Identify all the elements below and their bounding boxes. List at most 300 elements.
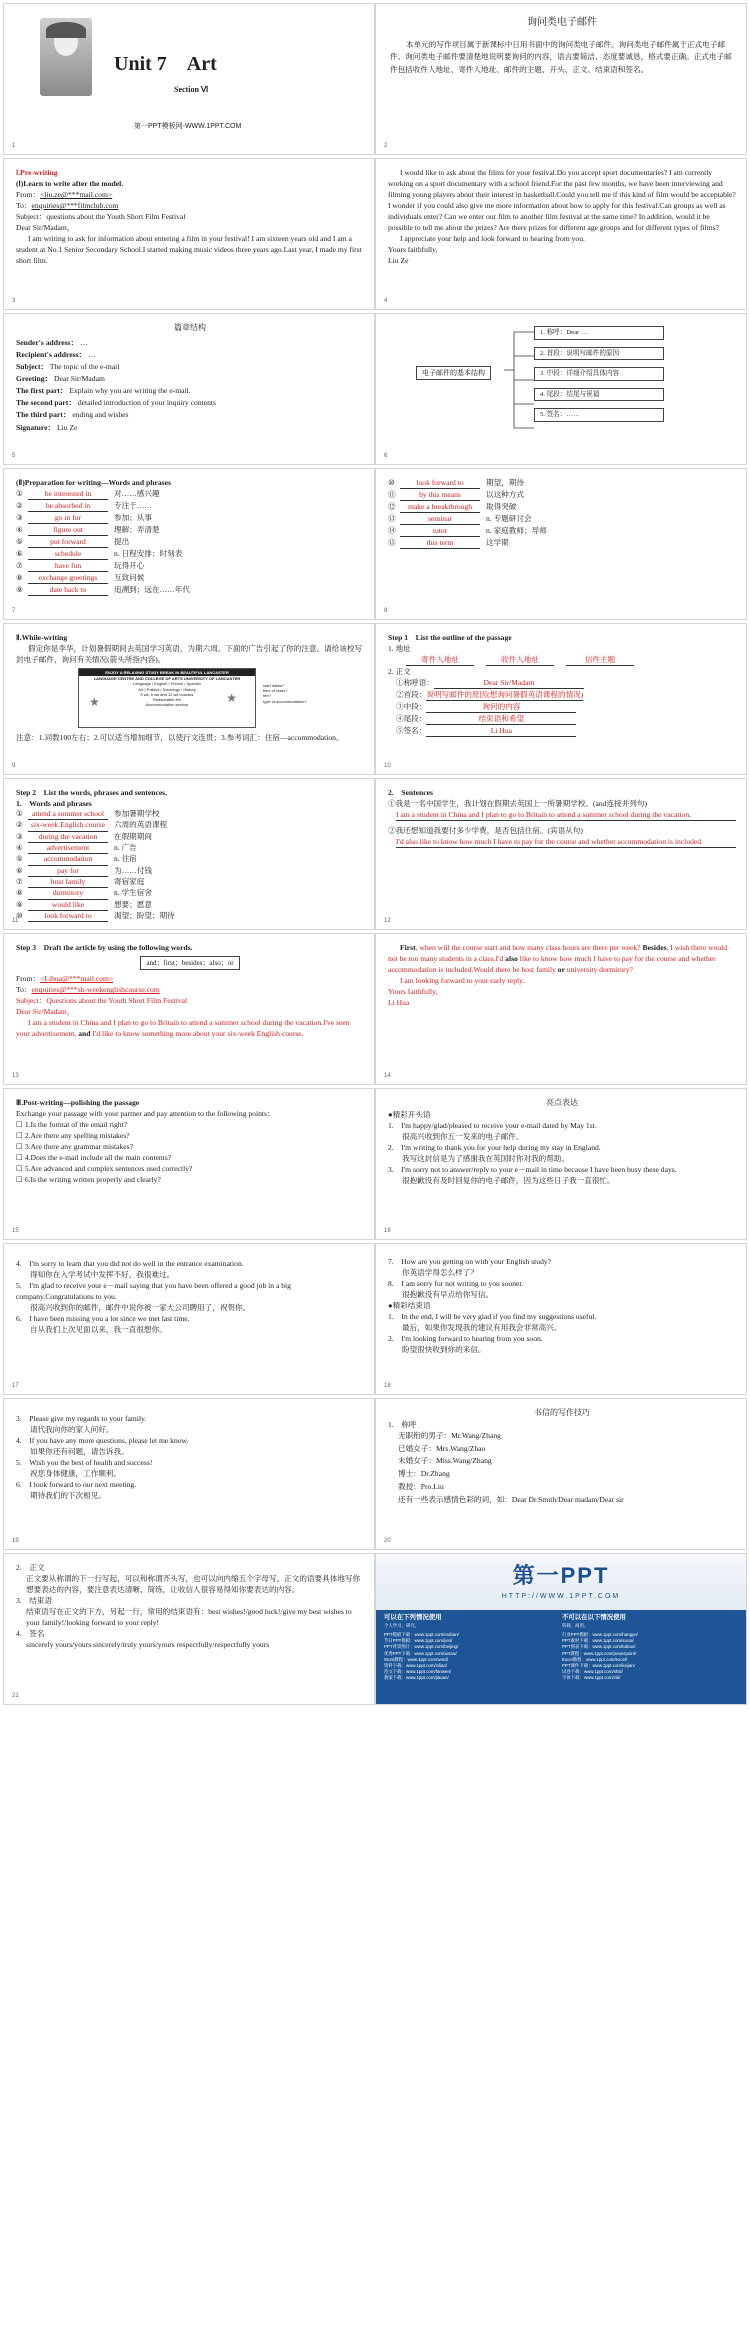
checkbox-icon: ☐ <box>16 1131 23 1140</box>
sub-heading: ●精彩结束语 <box>388 1301 431 1310</box>
page-number: 18 <box>384 1383 391 1390</box>
page-number: 19 <box>12 1538 19 1545</box>
slide-heading: 询问类电子邮件 <box>527 17 597 28</box>
phrase-answer: would like <box>28 900 108 911</box>
signature: Liu Ze <box>388 256 409 265</box>
structure-value: ending and wishes <box>70 410 129 420</box>
brand-logo: 第一PPT <box>512 1563 610 1588</box>
page-number: 21 <box>12 1693 19 1700</box>
phrase-answer: during the vacation <box>28 832 108 843</box>
section-heading: (Ⅱ)Preparation for writing—Words and phrases <box>16 478 171 487</box>
checklist-item <box>16 1163 364 1174</box>
slide-22 <box>375 1553 747 1705</box>
phrase-row <box>16 888 364 899</box>
link-list <box>384 1632 556 1681</box>
page-number: 6 <box>384 453 388 460</box>
slide-9 <box>3 623 375 775</box>
phrase-answer: by this means <box>400 489 480 501</box>
checklist-text: 2.Are there any spelling mistakes? <box>24 1131 130 1140</box>
row-index: ⑬ <box>388 514 396 523</box>
sentence-2-cn: ②我还想知道我要付多少学费，是否包括住宿。(宾语从句) <box>388 826 583 835</box>
star-icon: ★ <box>226 691 237 705</box>
expression-cn: 你英语学得怎么样了？ <box>402 1268 478 1277</box>
page-number: 5 <box>12 453 16 460</box>
checklist-text: 4.Does the e-mail include all the main contents? <box>24 1153 172 1162</box>
slide-5 <box>3 313 375 465</box>
expression-cn: 期待我们的下次相见。 <box>30 1491 106 1500</box>
allowed-text: 个人学习、研究。 <box>384 1622 420 1628</box>
link-text: Excel教程：www.1ppt.com/excel/ <box>562 1656 628 1662</box>
to-line: To：enquiries@***filmclub.com <box>16 201 119 210</box>
row-index: ⑧ <box>16 573 23 582</box>
phrase-row <box>16 866 364 877</box>
link-text: PPT教程：www.1ppt.com/powerpoint/ <box>562 1650 637 1656</box>
row-index: ③ <box>16 831 23 841</box>
expression-en: 4. If you have any more questions, please let me know. <box>16 1436 189 1445</box>
phrase-answer: date back to <box>28 584 108 596</box>
salutation-line: 教授：Pro.Liu <box>398 1482 444 1492</box>
phrase-meaning: 理解；弄清楚 <box>114 525 160 534</box>
intro-text: Exchange your passage with your partner and pay attention to the following points： <box>16 1109 275 1118</box>
row-index: ⑤ <box>16 537 23 546</box>
phrase-row <box>16 843 364 854</box>
phrase-meaning: n. 住宿 <box>114 854 137 864</box>
row-index: ⑫ <box>388 502 396 511</box>
outline-answer: 询问的内容 <box>426 701 576 713</box>
mindmap-branch: 1. 称呼：Dear … <box>534 326 664 340</box>
structure-label: Sender's address： <box>16 337 79 347</box>
outline-body-label: 2. 正文 <box>388 667 411 676</box>
body-text: 结束语写在正文的下方，另起一行，常用的结束语有：best wishes!/good luck!/give my best wishes to your family!/looking forward to your reply! <box>26 1607 352 1627</box>
phrase-answer: attend a summer school <box>28 809 108 820</box>
outline-item <box>396 689 736 701</box>
forbidden-text: 转载、商用。 <box>562 1622 589 1628</box>
row-index: ⑧ <box>16 888 23 898</box>
phrase-row <box>388 537 736 549</box>
closing-sentence: I appreciate your help and look forward to hearing from you. <box>400 234 585 243</box>
phrase-row <box>388 501 736 513</box>
structure-label: The first part： <box>16 386 68 396</box>
phrase-row <box>388 489 736 501</box>
section-heading: Step 1 List the outline of the passage <box>388 633 512 642</box>
section-heading: Ⅱ.While-writing <box>16 633 68 642</box>
to-address: enquiries@***filmclub.com <box>31 201 119 210</box>
ad-fee: Reasonable fee <box>152 696 182 702</box>
sentence-1-cn: ①我是一名中国学生，我计划在假期去英国上一所暑期学校。(and连接并列句) <box>388 799 648 808</box>
checkbox-icon: ☐ <box>16 1175 23 1184</box>
sub-heading: 2. 正文 <box>16 1563 45 1572</box>
phrase-answer: pay for <box>28 866 108 877</box>
expression-cn: 很抱歉没有早点给你写信。 <box>402 1290 494 1299</box>
page-number: 13 <box>12 1073 19 1080</box>
slide-1 <box>3 3 375 155</box>
structure-label: Signature： <box>16 422 56 432</box>
slide-20 <box>375 1398 747 1550</box>
phrase-answer: host family <box>28 877 108 888</box>
section-heading: Step 3 Draft the article by using the following words. <box>16 943 193 952</box>
phrase-row <box>16 832 364 843</box>
sub-heading: 1. 称呼 <box>388 1419 417 1429</box>
page-number: 7 <box>12 608 16 615</box>
outline-answer: 说明写邮件的原因(想询问暑假英语课程的情况) <box>426 690 584 699</box>
row-index: ⑩ <box>16 910 23 920</box>
slide-heading: 亮点表达 <box>546 1098 578 1107</box>
structure-value: … <box>78 337 88 347</box>
structure-row <box>16 373 364 385</box>
footer-text: 第一PPT模板网-WWW.1PPT.COM <box>134 123 242 130</box>
phrase-answer: be interested in <box>28 488 108 500</box>
structure-row <box>16 337 364 349</box>
greeting: Dear Sir/Madam， <box>16 1007 75 1017</box>
phrase-row <box>16 877 364 888</box>
row-index: ⑤ <box>16 854 23 864</box>
phrase-answer: put forward <box>28 536 108 548</box>
star-icon: ★ <box>89 695 100 709</box>
mindmap-branch: 5. 签名：…… <box>534 408 664 422</box>
page-number: 20 <box>384 1538 391 1545</box>
checklist-item <box>16 1130 364 1141</box>
structure-list <box>16 337 364 434</box>
expression-list <box>388 1256 736 1300</box>
phrase-meaning: 互致问候 <box>114 573 145 582</box>
checklist <box>16 1119 364 1185</box>
subject-line: Subject：Questions about the Youth Short Film Festival <box>16 996 188 1006</box>
ad-note: start dates? <box>263 683 284 688</box>
body-text: First, when will the course start and how many class hours are there per week? Besides, I wish there would not be too many students in a class.I'd also like to know how much I have to pay for the course and whether accommodation is included.Would there be host family or university dormitory? <box>388 943 728 974</box>
outline-answer: 结束语和希望 <box>426 713 576 725</box>
slide-17 <box>3 1243 375 1395</box>
phrase-row <box>16 900 364 911</box>
phrase-row <box>16 560 364 572</box>
from-address: <Lihua@***mail.com> <box>40 974 114 984</box>
link-text: PPT课件下载：www.1ppt.com/kejian/ <box>562 1662 635 1668</box>
checkbox-icon: ☐ <box>16 1120 23 1129</box>
ad-note: type of accommodation? <box>263 698 307 704</box>
structure-row <box>16 385 364 397</box>
ad-languages: Language / English / French / Spanish <box>133 681 201 687</box>
expression-cn: 盼望很快收到你的来信。 <box>402 1345 486 1354</box>
expression-cn: 我写这封信是为了感谢我在英国时你对我的帮助。 <box>402 1153 570 1163</box>
checklist-text: 5.Are advanced and complex sentences used correctly? <box>24 1164 193 1173</box>
slide-13 <box>3 933 375 1085</box>
expression-cn: 自从我们上次见面以来，我一直很想你。 <box>30 1325 167 1334</box>
link-text: PPT素材下载：www.1ppt.com/sucai/ <box>562 1638 634 1644</box>
phrase-list <box>388 477 736 549</box>
closing: Yours faithfully, <box>388 245 438 254</box>
page-number: 15 <box>12 1228 19 1235</box>
expression-list <box>388 1120 736 1186</box>
expression-en: 6. I look forward to our next meeting. <box>16 1480 137 1489</box>
page-number: 14 <box>384 1073 391 1080</box>
row-index: ① <box>16 809 23 818</box>
sentence-2-en: I'd also like to know how much I have to pay for the course and whether accommodation is included. <box>396 836 736 848</box>
page-number: 11 <box>12 918 19 925</box>
page-number: 4 <box>384 298 388 305</box>
phrase-meaning: n. 日程安排；时刻表 <box>114 549 183 558</box>
phrase-answer: be absorbed in <box>28 500 108 512</box>
expression-cn: 最后，如果你发现我的建议有用我会非常高兴。 <box>402 1323 562 1332</box>
row-index: ⑨ <box>16 899 23 909</box>
phrase-meaning: 参加；从事 <box>114 513 152 522</box>
closing-sentence: I am looking forward to your early reply. <box>400 976 525 985</box>
link-text: 资料下载：www.1ppt.com/ziliao/ <box>384 1662 447 1668</box>
structure-row <box>16 409 364 421</box>
phrase-row <box>16 548 364 560</box>
phrase-answer: seminar <box>400 513 480 525</box>
expression-en: 6. I have been missing you a lot since we met last time. <box>16 1314 190 1323</box>
expression-en: 1. I'm happy/glad/pleased to receive your e-mail dated by May 1st. <box>388 1120 597 1130</box>
phrase-meaning: n. 学生宿舍 <box>114 888 152 898</box>
address-answer: 信件主题 <box>566 654 634 666</box>
ad-arts: Art / Politics / Sociology / History <box>138 686 196 692</box>
checklist-text: 3.Are there any grammar mistakes? <box>24 1142 133 1151</box>
phrase-meaning: n. 家庭教师；导师 <box>486 526 547 535</box>
closing: Yours faithfully, <box>388 987 438 996</box>
link-list <box>562 1632 740 1681</box>
note-text: 注意：1.词数100左右；2.可以适当增加细节，以使行文连贯；3.参考词汇：住宿—accommodation。 <box>16 733 344 742</box>
phrase-answer: figure out <box>28 524 108 536</box>
expression-cn: 请代我向你的家人问好。 <box>30 1425 114 1434</box>
from-line: From：<Lihua@***mail.com> <box>16 974 114 984</box>
link-text: 试卷下载：www.1ppt.com/shiti/ <box>562 1669 623 1675</box>
outline-item <box>396 725 736 737</box>
link-text: 优秀PPT下载：www.1ppt.com/xiazai/ <box>384 1650 457 1656</box>
phrase-row <box>16 809 364 820</box>
phrase-meaning: 渴望；盼望；期待 <box>114 910 175 920</box>
expression-en: 4. I'm sorry to learn that you did not do well in the entrance examination. <box>16 1259 244 1268</box>
slide-title: Unit 7 Art <box>114 53 217 75</box>
ad-notes <box>263 683 323 704</box>
phrase-meaning: 取得突破 <box>486 502 517 511</box>
checklist-text: 1.Is the format of the email right? <box>24 1120 128 1129</box>
phrase-meaning: 对……感兴趣 <box>114 489 160 498</box>
expression-cn: 如果你还有问题，请告诉我。 <box>30 1447 129 1456</box>
salutation-line: 未婚女子：Miss.Wang/Zhang <box>398 1456 492 1466</box>
mindmap-root: 电子邮件的基本结构 <box>416 366 491 380</box>
row-index: ② <box>16 820 23 830</box>
row-index: ① <box>16 489 23 498</box>
word-box: and；first；besides；also；or <box>140 956 239 970</box>
phrase-meaning: 以这种方式 <box>486 490 524 499</box>
row-index: ④ <box>16 842 23 852</box>
mindmap-connector <box>504 324 534 434</box>
phrase-row <box>16 854 364 865</box>
phrase-row <box>16 488 364 500</box>
logo-banner <box>376 1554 746 1610</box>
outline-label: ①称呼语： <box>396 678 434 687</box>
row-index: ⑥ <box>16 865 23 875</box>
structure-row <box>16 361 364 373</box>
phrase-meaning: n. 广告 <box>114 842 137 852</box>
ad-weeks: 3 wk, 6 wk and 12 wk courses <box>140 691 194 697</box>
subject-line: Subject：questions about the Youth Short Film Festival <box>16 212 186 221</box>
page-number: 12 <box>384 918 391 925</box>
checklist-item <box>16 1141 364 1152</box>
checkbox-icon: ☐ <box>16 1164 23 1173</box>
ad-title: ENJOY A RELAXING STUDY BREAK IN BEAUTIFUL LANCASTER <box>79 669 255 676</box>
phrase-answer: look forward to <box>400 477 480 489</box>
slide-18 <box>375 1243 747 1395</box>
body-text: sincerely yours/yours sincerely/truly yours/yours respectfully/respectfully yours <box>26 1640 270 1649</box>
slide-11 <box>3 778 375 930</box>
phrase-row <box>16 524 364 536</box>
phrase-meaning: 追溯到；远在……年代 <box>114 585 190 594</box>
portrait-image <box>40 18 92 96</box>
phrase-meaning: 想要；愿意 <box>114 899 152 909</box>
row-index: ⑭ <box>388 526 396 535</box>
phrase-row <box>16 512 364 524</box>
link-text: 范文下载：www.1ppt.com/fanwen/ <box>384 1669 452 1675</box>
expression-en: 1. In the end, I will be very glad if you find my suggestions useful. <box>388 1312 597 1321</box>
row-index: ⑥ <box>16 549 23 558</box>
to-address: enquiries@***sh-weekenglishcourse.com <box>31 985 160 995</box>
structure-label: The second part： <box>16 398 76 408</box>
outline-item <box>396 713 736 725</box>
phrase-row <box>388 513 736 525</box>
body-text: I am a student in China and I plan to go to Britain to attend a summer school during the vacation.I've seen your advertisement, and I'd like to know something more about your six-week English course. <box>16 1018 350 1039</box>
page-number: 9 <box>12 763 16 770</box>
phrase-list <box>16 488 364 596</box>
link-text: PPT图表下载：www.1ppt.com/tubiao/ <box>562 1644 636 1650</box>
sub-heading: 4. 签名 <box>16 1629 45 1638</box>
slide-21 <box>3 1553 375 1705</box>
forbidden-heading: 不可以在以下情况使用 <box>562 1614 626 1621</box>
page-number: 17 <box>12 1383 19 1390</box>
phrase-answer: schedule <box>28 548 108 560</box>
phrase-meaning: 寄宿家庭 <box>114 876 145 886</box>
ad-accommodation: Accommodation service <box>145 702 189 708</box>
slide-6 <box>375 313 747 465</box>
outline-label: ④尾段： <box>396 714 427 723</box>
phrase-meaning: 为……付钱 <box>114 865 152 875</box>
sentence-1-en: I am a student in China and I plan to go to Britain to attend a summer school during the vacation. <box>396 809 736 821</box>
brand-url: HTTP://WWW.1PPT.COM <box>501 1592 621 1600</box>
phrase-answer: look forward to <box>28 911 108 922</box>
phrase-meaning: 提出 <box>114 537 130 546</box>
to-line: To：enquiries@***sh-weekenglishcourse.com <box>16 985 160 995</box>
outline-label: ②首段： <box>396 690 427 699</box>
slide-15 <box>3 1088 375 1240</box>
outline-label: ③中段： <box>396 702 427 711</box>
structure-label: Subject： <box>16 361 49 371</box>
phrase-meaning: 玩得开心 <box>114 561 145 570</box>
structure-value: Liu Ze <box>55 422 78 432</box>
phrase-row <box>16 500 364 512</box>
salutation-list <box>398 1430 736 1507</box>
phrase-answer: tutor <box>400 525 480 537</box>
expression-en: 3. Please give my regards to your family. <box>16 1414 147 1423</box>
mindmap-branch: 4. 尾段：结尾与祝福 <box>534 388 664 402</box>
address-answers <box>406 654 736 666</box>
phrase-meaning: 专注于…… <box>114 501 152 510</box>
salutation-line: 已婚女子：Mrs.Wang/Zhao <box>398 1443 486 1453</box>
structure-label: Recipient's address： <box>16 349 87 359</box>
body-text: I am writing to ask for information about entering a film in your festival! I am sixteen years old and I am a student at No.1 Senior Secondary School.I started making music videos three years ago.Last year, I made my first short film. <box>16 234 362 265</box>
slide-2 <box>375 3 747 155</box>
structure-row <box>16 422 364 434</box>
phrase-row <box>16 820 364 831</box>
checklist-item <box>16 1174 364 1185</box>
task-text: 假定你是李华，计划暑假期间去英国学习英语，为期六周。下面的广告引起了你的注意。请给该校写封电子邮件，询问有关情况(箭头所指内容)。 <box>16 644 363 664</box>
expression-en: 3. I'm sorry not to answer/reply to your e－mail in time because I have been busy these days. <box>388 1164 677 1174</box>
outline-label: ⑤签名： <box>396 726 427 735</box>
page-number: 16 <box>384 1228 391 1235</box>
outline-address-label: 1. 地址 <box>388 644 411 653</box>
section-heading: 2. Sentences <box>388 788 433 797</box>
row-index: ② <box>16 501 23 510</box>
row-index: ④ <box>16 525 23 534</box>
info-panel <box>376 1610 746 1705</box>
page-number: 3 <box>12 298 16 305</box>
salutation-line: 博士：Dr.Zhang <box>398 1469 450 1479</box>
expression-list <box>16 1258 364 1335</box>
body-text: I would like to ask about the films for your festival.Do you accept sport documentaries? I am currently working on a sport documentary with a school friend.For the past few months, we have been interviewing and filming young players about their interest in basketball.Could you tell me if this kind of film would be acceptable? I wonder if you could also give me more information about how to apply for this festival.Can groups as well as individuals enter? Can we enter our film to another film festival at the same time? In addition, would it be possible to tell me about the prizes? Are there prizes for different age groups and for different types of films? <box>388 168 736 232</box>
link-text: 教案下载：www.1ppt.com/jiaoan/ <box>384 1675 449 1681</box>
slide-14 <box>375 933 747 1085</box>
section-heading: Ⅰ.Pre-writing <box>16 168 58 177</box>
phrase-answer: have fun <box>28 560 108 572</box>
link-text: 行业PPT模板：www.1ppt.com/hangye/ <box>562 1632 638 1638</box>
page-number: 2 <box>384 143 388 150</box>
link-text: 节日PPT模板：www.1ppt.com/jieri/ <box>384 1638 453 1644</box>
link-text: Word教程：www.1ppt.com/word/ <box>384 1656 449 1662</box>
checkbox-icon: ☐ <box>16 1142 23 1151</box>
page-number: 10 <box>384 763 391 770</box>
phrase-meaning: 参加暑期学校 <box>114 809 160 818</box>
body-text: 本单元的写作项目属于新课标中日用书面中的询问类电子邮件。询问类电子邮件属于正式电子邮件。询问类电子邮件要清楚地说明要询问的内容，语言要简洁、态度要诚恳，格式要正确。正式电子邮件包括收件人地址、寄件人地址、邮件的主题、开头、正文、结束语和签名。 <box>390 39 732 74</box>
mindmap-branch: 2. 首段：说明写邮件的原因 <box>534 347 664 361</box>
slide-3 <box>3 158 375 310</box>
slide-section: Section Ⅵ <box>174 85 209 94</box>
expression-en: 5. Wish you the best of health and success! <box>16 1458 153 1467</box>
checkbox-icon: ☐ <box>16 1153 23 1162</box>
structure-label: Greeting： <box>16 374 53 384</box>
page-number: 8 <box>384 608 388 615</box>
phrase-meaning: 这学期 <box>486 538 509 547</box>
phrase-meaning: 在假期期间 <box>114 831 152 841</box>
slide-16 <box>375 1088 747 1240</box>
phrase-meaning: 六周的英语课程 <box>114 820 168 830</box>
expression-en: 2. I'm writing to thank you for your help during my stay in England. <box>388 1142 601 1152</box>
phrase-answer: go in for <box>28 512 108 524</box>
phrase-row <box>16 572 364 584</box>
row-index: ⑨ <box>16 585 23 594</box>
structure-value: The topic of the e-mail <box>48 361 120 371</box>
from-line: From：<liu.ze@***mail.com> <box>16 190 113 199</box>
structure-row <box>16 349 364 361</box>
structure-label: The third part： <box>16 410 71 420</box>
link-text: PPT背景图片：www.1ppt.com/beijing/ <box>384 1644 459 1650</box>
structure-row <box>16 397 364 409</box>
expression-cn: 很高兴收到你五一发来的电子邮件。 <box>402 1131 524 1141</box>
slide-8 <box>375 468 747 620</box>
phrase-row <box>16 911 364 922</box>
structure-value: … <box>86 349 96 359</box>
row-index: ⑦ <box>16 561 23 570</box>
expression-en: 7. How are you getting on with your English study? <box>388 1257 552 1266</box>
phrase-meaning: 期望，期待 <box>486 478 524 487</box>
expression-cn: 祝您身体健康，工作顺利。 <box>30 1469 122 1478</box>
outline-answer: Li Hua <box>426 725 576 737</box>
row-index: ⑩ <box>388 478 395 487</box>
greeting: Dear Sir/Madam， <box>16 223 75 232</box>
outline-item <box>396 701 736 713</box>
allowed-heading: 可以在下列情况使用 <box>384 1614 442 1621</box>
slide-10 <box>375 623 747 775</box>
expression-cn: 很高兴收到你的邮件，邮件中说你被一家大公司聘用了，祝贺你。 <box>30 1303 251 1312</box>
signature: Li Hua <box>388 998 410 1007</box>
section-heading: Step 2 List the words, phrases and sentences. <box>16 788 168 797</box>
